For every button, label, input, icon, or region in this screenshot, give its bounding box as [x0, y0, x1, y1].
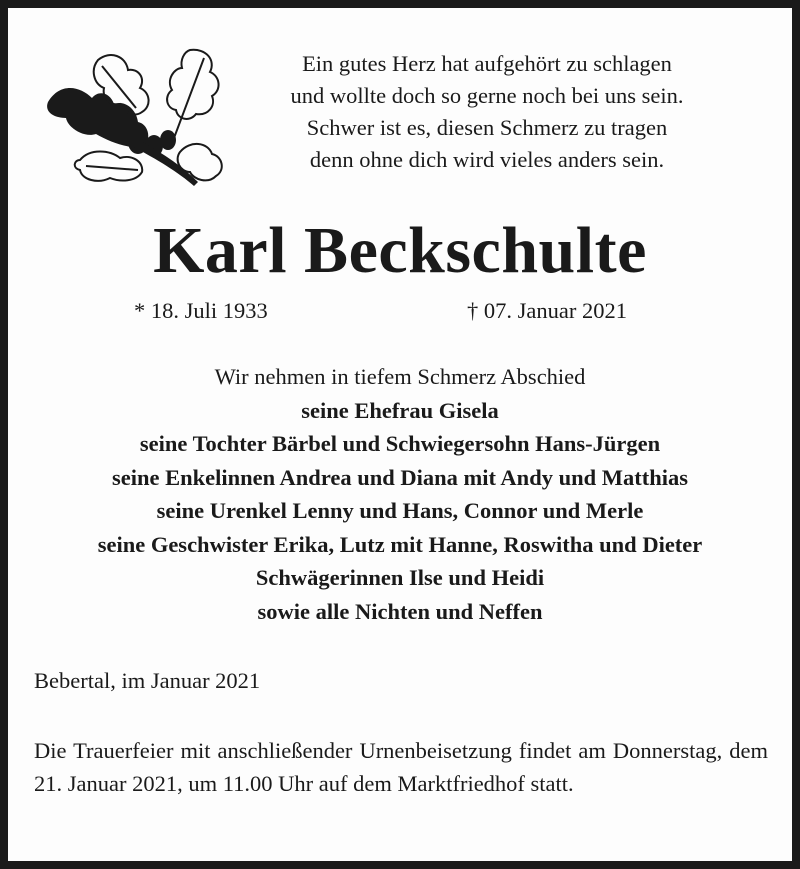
mourners-intro: Wir nehmen in tiefem Schmerz Abschied [214, 364, 586, 389]
mourner-line: seine Enkelinnen Andrea und Diana mit Andy und Matthias [111, 464, 688, 490]
poem-line: und wollte doch so gerne noch bei uns sein. [290, 83, 684, 108]
death-date: † 07. Januar 2021 [467, 298, 627, 323]
mourner-line: seine Urenkel Lenny und Hans, Connor und Merle [156, 498, 644, 523]
mourner-line: seine Ehefrau Gisela [301, 397, 499, 423]
birth-date: * 18. Juli 1933 [134, 298, 268, 323]
funeral-notice: Die Trauerfeier mit anschließender Urnenbeisetzung findet am Donnerstag, dem 21. Januar 2021, um 11.00 Uhr auf dem Marktfriedhof statt. [34, 738, 768, 796]
mourner-line: Schwägerinnen Ilse und Heidi [255, 565, 545, 590]
mourner-line: sowie alle Nichten und Neffen [257, 598, 543, 624]
mourner-line: seine Tochter Bärbel und Schwiegersohn Hans-Jürgen [139, 431, 661, 456]
poem [234, 48, 740, 176]
poem-line: denn ohne dich wird vieles anders sein. [309, 147, 665, 172]
poem-line: Schwer ist es, diesen Schmerz zu tragen [306, 115, 668, 140]
mourners-list [8, 360, 792, 628]
oak-leaves-acorn-icon [40, 42, 230, 190]
place-date: Bebertal, im Januar 2021 [34, 668, 261, 693]
deceased-name: Karl Beckschulte [153, 214, 647, 287]
mourner-line: seine Geschwister Erika, Lutz mit Hanne, Roswitha und Dieter [97, 531, 703, 557]
poem-line: Ein gutes Herz hat aufgehört zu schlagen [302, 51, 672, 76]
